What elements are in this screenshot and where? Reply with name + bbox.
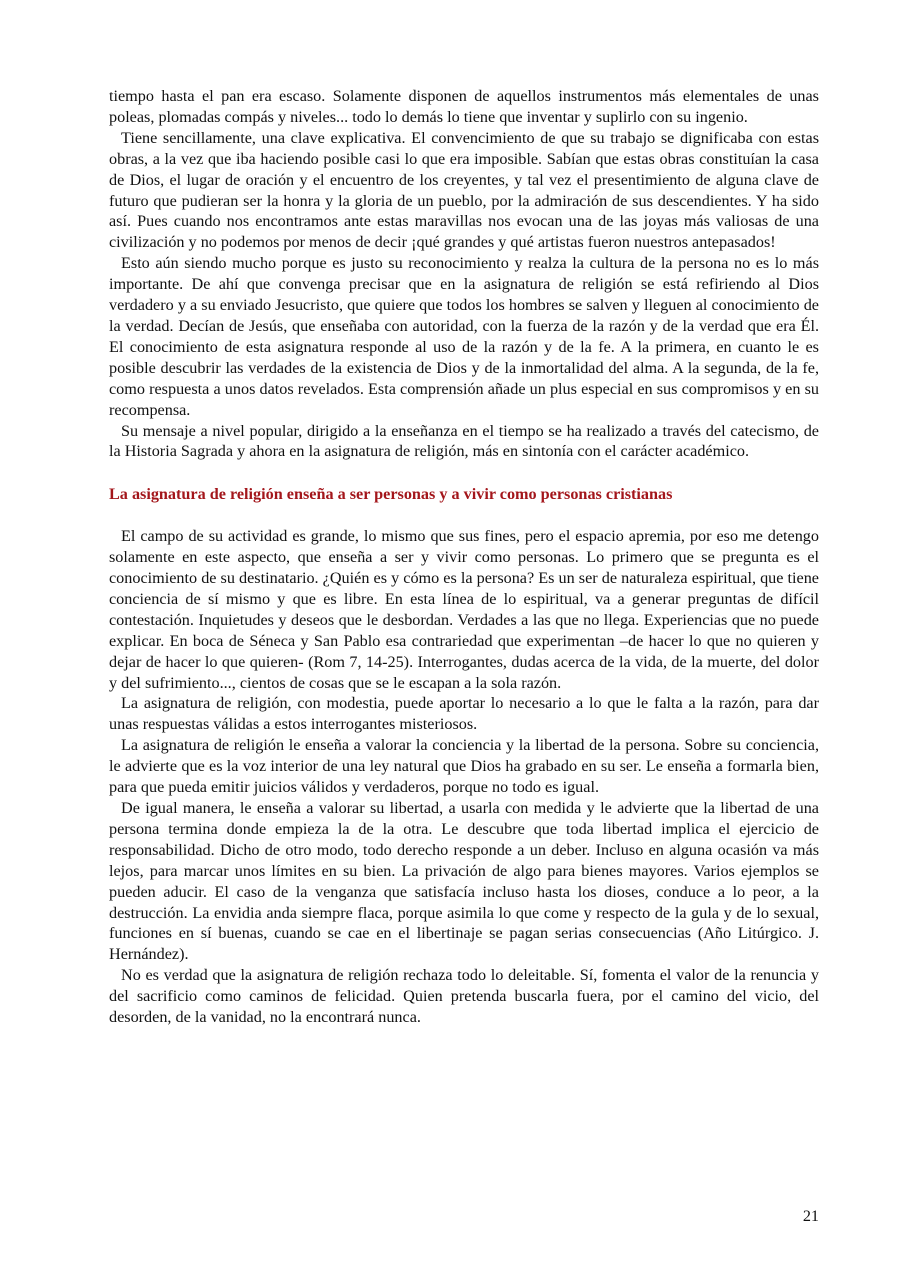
paragraph: Su mensaje a nivel popular, dirigido a la enseñanza en el tiempo se ha realizado a través del catecismo, de la Historia Sagrada y ahora en la asignatura de religión, más en sintonía con el carácter académico. [109,421,819,461]
paragraph: Esto aún siendo mucho porque es justo su reconocimiento y realza la cultura de la persona no es lo más importante. De ahí que convenga precisar que en la asignatura de religión se está refiriendo al Dios verdadero y a su enviado Jesucristo, que quiere que todos los hombres se salven y lleguen al conocimiento de la verdad. Decían de Jesús, que enseñaba con autoridad, con la fuerza de la razón y de la verdad que era Él. El conocimiento de esta asignatura responde al uso de la razón y de la fe. A la primera, en cuanto le es posible descubrir las verdades de la existencia de Dios y de la inmortalidad del alma. A la segunda, de la fe, como respuesta a unos datos revelados. Esta comprensión añade un plus especial en sus compromisos y en su recompensa. [109,254,819,419]
page-number: 21 [802,1207,819,1225]
paragraph: Tiene sencillamente, una clave explicativa. El convencimiento de que su trabajo se dignificaba con estas obras, a la vez que iba haciendo posible casi lo que era imposible. Sabían que estas obras constituían la casa de Dios, el lugar de oración y el encuentro de los creyentes, y tal vez el presentimiento de alguna clave de futuro que pudieran ser la honra y la gloria de un pueblo, por la admiración de sus descendientes. Y ha sido así. Pues cuando nos encontramos ante estas maravillas nos evocan una de las joyas más valiosas de una civilización y no podemos por menos de decir ¡qué grandes y qué artistas fueron nuestros antepasados! [109,128,819,252]
paragraph: No es verdad que la asignatura de religión rechaza todo lo deleitable. Sí, fomenta el valor de la renuncia y del sacrificio como caminos de felicidad. Quien pretenda buscarla fuera, por el camino del vicio, del desorden, de la vanidad, no la encontrará nunca. [109,966,819,1027]
section-heading: La asignatura de religión enseña a ser personas y a vivir como personas cristianas [109,485,673,504]
paragraph: tiempo hasta el pan era escaso. Solamente disponen de aquellos instrumentos más elementales de unas poleas, plomadas compás y niveles... todo lo demás lo tiene que inventar y suplirlo con su ingenio. [109,87,819,126]
paragraph: La asignatura de religión, con modestia, puede aportar lo necesario a lo que le falta a la razón, para dar unas respuestas válidas a estos interrogantes misteriosos. [109,694,819,734]
paragraph: El campo de su actividad es grande, lo mismo que sus fines, pero el espacio apremia, por eso me detengo solamente en este aspecto, que enseña a ser y vivir como personas. Lo primero que se pregunta es el conocimiento de su destinatario. ¿Quién es y cómo es la persona? Es un ser de naturaleza espiritual, que tiene conciencia de sí mismo y que es libre. En esta línea de lo espiritual, va a generar preguntas de difícil contestación. Inquietudes y deseos que le desbordan. Verdades a las que no llega. Experiencias que no puede explicar. En boca de Séneca y San Pablo esa contrariedad que experimentan –de hacer lo que no quieren y dejar de hacer lo que quieren- (Rom 7, 14-25). Interrogantes, dudas acerca de la vida, de la muerte, del dolor y del sufrimiento..., cientos de cosas que se le escapan a la sola razón. [109,527,819,692]
paragraph: La asignatura de religión le enseña a valorar la conciencia y la libertad de la persona. Sobre su conciencia, le advierte que es la voz interior de una ley natural que Dios ha grabado en su ser. Le enseña a formarla bien, para que pueda emitir juicios válidos y verdaderos, porque no todo es igual. [109,736,819,797]
paragraph: De igual manera, le enseña a valorar su libertad, a usarla con medida y le advierte que la libertad de una persona termina donde empieza la de la otra. Le descubre que toda libertad implica el ejercicio de responsabilidad. Dicho de otro modo, todo derecho responde a un deber. Incluso en alguna ocasión va más lejos, para marcar unos límites en su bien. La privación de algo para bienes mayores. Varios ejemplos se pueden aducir. El caso de la venganza que satisfacía incluso hasta los dioses, conduce a lo peor, a la destrucción. La envidia anda siempre flaca, porque asimila lo que come y respecto de la gula y de lo sexual, funciones en sí buenas, cuando se cae en el libertinaje se pagan serias consecuencias (Año Litúrgico. J. Hernández). [109,799,819,964]
page-body [109,86,819,1028]
